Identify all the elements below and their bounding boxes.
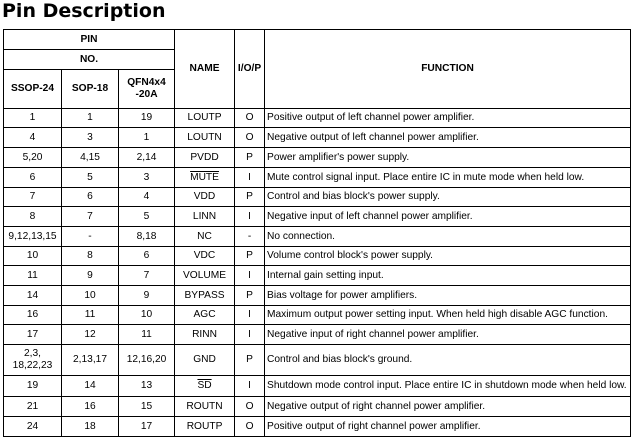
cell-name: VDD: [175, 188, 235, 207]
cell-name: LOUTN: [175, 128, 235, 148]
cell-function: Volume control block's power supply.: [265, 247, 631, 266]
cell-sop18: 8: [62, 247, 119, 266]
cell-sop18: 1: [62, 109, 119, 128]
cell-function: Negative input of left channel power amplifier.: [265, 207, 631, 227]
header-pin: PIN: [4, 30, 175, 50]
table-row: [4, 397, 631, 417]
cell-io: I: [235, 306, 265, 325]
table-row: [4, 325, 631, 345]
cell-qfn: 8,18: [119, 227, 175, 247]
cell-ssop24: 14: [4, 286, 62, 306]
cell-sop18: -: [62, 227, 119, 247]
cell-ssop24-line1: 2,3,: [24, 348, 41, 359]
cell-sop18: 2,13,17: [62, 345, 119, 376]
cell-qfn: 4: [119, 188, 175, 207]
cell-name-sd: $\overline{SD}$: [175, 376, 235, 397]
cell-name: VOLUME: [175, 266, 235, 286]
cell-qfn: 11: [119, 325, 175, 345]
header-name: NAME: [175, 30, 235, 109]
cell-io: P: [235, 345, 265, 376]
cell-io: P: [235, 286, 265, 306]
page-title: Pin Description: [2, 0, 166, 22]
cell-ssop24: 24: [4, 417, 62, 437]
table-row: [4, 286, 631, 306]
cell-io: O: [235, 397, 265, 417]
cell-ssop24: 1: [4, 109, 62, 128]
pin-rows: [4, 109, 631, 437]
cell-function: Positive output of right channel power amplifier.: [265, 417, 631, 437]
cell-sop18: 6: [62, 188, 119, 207]
cell-io: P: [235, 148, 265, 168]
cell-name: VDC: [175, 247, 235, 266]
cell-name: BYPASS: [175, 286, 235, 306]
cell-sop18: 10: [62, 286, 119, 306]
cell-qfn: 13: [119, 376, 175, 397]
cell-qfn: 2,14: [119, 148, 175, 168]
cell-name: NC: [175, 227, 235, 247]
header-qfn-line1: QFN4x4: [127, 77, 166, 88]
cell-qfn: 6: [119, 247, 175, 266]
cell-name: AGC: [175, 306, 235, 325]
pin-description-table: [3, 29, 631, 437]
cell-sop18: 7: [62, 207, 119, 227]
cell-io: P: [235, 247, 265, 266]
cell-io: I: [235, 168, 265, 188]
cell-sop18: 11: [62, 306, 119, 325]
cell-name: LOUTP: [175, 109, 235, 128]
cell-io: I: [235, 266, 265, 286]
cell-io: O: [235, 417, 265, 437]
cell-qfn: 10: [119, 306, 175, 325]
cell-function: Power amplifier's power supply.: [265, 148, 631, 168]
table-row: [4, 417, 631, 437]
cell-ssop24: 4: [4, 128, 62, 148]
header-qfn-line2: -20A: [135, 89, 158, 100]
cell-qfn: 5: [119, 207, 175, 227]
cell-qfn: 3: [119, 168, 175, 188]
cell-sop18: 16: [62, 397, 119, 417]
cell-qfn: 15: [119, 397, 175, 417]
cell-ssop24: 9,12,13,15: [4, 227, 62, 247]
cell-function: Control and bias block's power supply.: [265, 188, 631, 207]
cell-ssop24-line2: 18,22,23: [12, 360, 53, 371]
cell-io: I: [235, 325, 265, 345]
header-function: FUNCTION: [265, 30, 631, 109]
cell-ssop24: 6: [4, 168, 62, 188]
cell-name-mute: MUTE: [175, 168, 235, 188]
header-qfn: [119, 70, 175, 109]
cell-ssop24: 11: [4, 266, 62, 286]
cell-io: -: [235, 227, 265, 247]
table-row: [4, 306, 631, 325]
cell-name: ROUTP: [175, 417, 235, 437]
cell-qfn: 1: [119, 128, 175, 148]
cell-name: GND: [175, 345, 235, 376]
cell-sop18: 14: [62, 376, 119, 397]
cell-sop18: 3: [62, 128, 119, 148]
cell-qfn: 12,16,20: [119, 345, 175, 376]
cell-qfn: 17: [119, 417, 175, 437]
header-ssop24: SSOP-24: [4, 70, 62, 109]
cell-ssop24: 8: [4, 207, 62, 227]
table-row: [4, 188, 631, 207]
cell-function: No connection.: [265, 227, 631, 247]
cell-function: Control and bias block's ground.: [265, 345, 631, 376]
header-sop18: SOP-18: [62, 70, 119, 109]
cell-io: I: [235, 376, 265, 397]
table-row: [4, 168, 631, 188]
cell-name: RINN: [175, 325, 235, 345]
table-row: [4, 109, 631, 128]
cell-io: O: [235, 109, 265, 128]
cell-ssop24: 19: [4, 376, 62, 397]
cell-function: Maximum output power setting input. When held high disable AGC function.: [265, 306, 631, 325]
cell-io: P: [235, 188, 265, 207]
cell-name: LINN: [175, 207, 235, 227]
cell-ssop24: 10: [4, 247, 62, 266]
table-row: [4, 227, 631, 247]
cell-name: PVDD: [175, 148, 235, 168]
cell-sop18: 5: [62, 168, 119, 188]
cell-qfn: 7: [119, 266, 175, 286]
cell-ssop24: 17: [4, 325, 62, 345]
header-no: NO.: [4, 50, 175, 70]
cell-function: Negative output of left channel power amplifier.: [265, 128, 631, 148]
cell-function: Shutdown mode control input. Place entire IC in shutdown mode when held low.: [265, 376, 631, 397]
header-io: I/O/P: [235, 30, 265, 109]
cell-sop18: 12: [62, 325, 119, 345]
cell-io: O: [235, 128, 265, 148]
cell-function: Mute control signal input. Place entire IC in mute mode when held low.: [265, 168, 631, 188]
cell-function: Negative output of right channel power amplifier.: [265, 397, 631, 417]
cell-ssop24: 7: [4, 188, 62, 207]
table-row: [4, 148, 631, 168]
cell-ssop24: 5,20: [4, 148, 62, 168]
table-row: [4, 207, 631, 227]
cell-function: Bias voltage for power amplifiers.: [265, 286, 631, 306]
table-row: [4, 376, 631, 397]
table-row: [4, 345, 631, 376]
table-row: [4, 266, 631, 286]
cell-ssop24: 21: [4, 397, 62, 417]
cell-name: ROUTN: [175, 397, 235, 417]
table-row: [4, 128, 631, 148]
cell-io: I: [235, 207, 265, 227]
cell-ssop24: [4, 345, 62, 376]
cell-sop18: 18: [62, 417, 119, 437]
cell-sop18: 9: [62, 266, 119, 286]
cell-sop18: 4,15: [62, 148, 119, 168]
cell-function: Positive output of left channel power amplifier.: [265, 109, 631, 128]
cell-function: Negative input of right channel power amplifier.: [265, 325, 631, 345]
table-row: [4, 247, 631, 266]
cell-ssop24: 16: [4, 306, 62, 325]
cell-qfn: 9: [119, 286, 175, 306]
cell-function: Internal gain setting input.: [265, 266, 631, 286]
cell-qfn: 19: [119, 109, 175, 128]
